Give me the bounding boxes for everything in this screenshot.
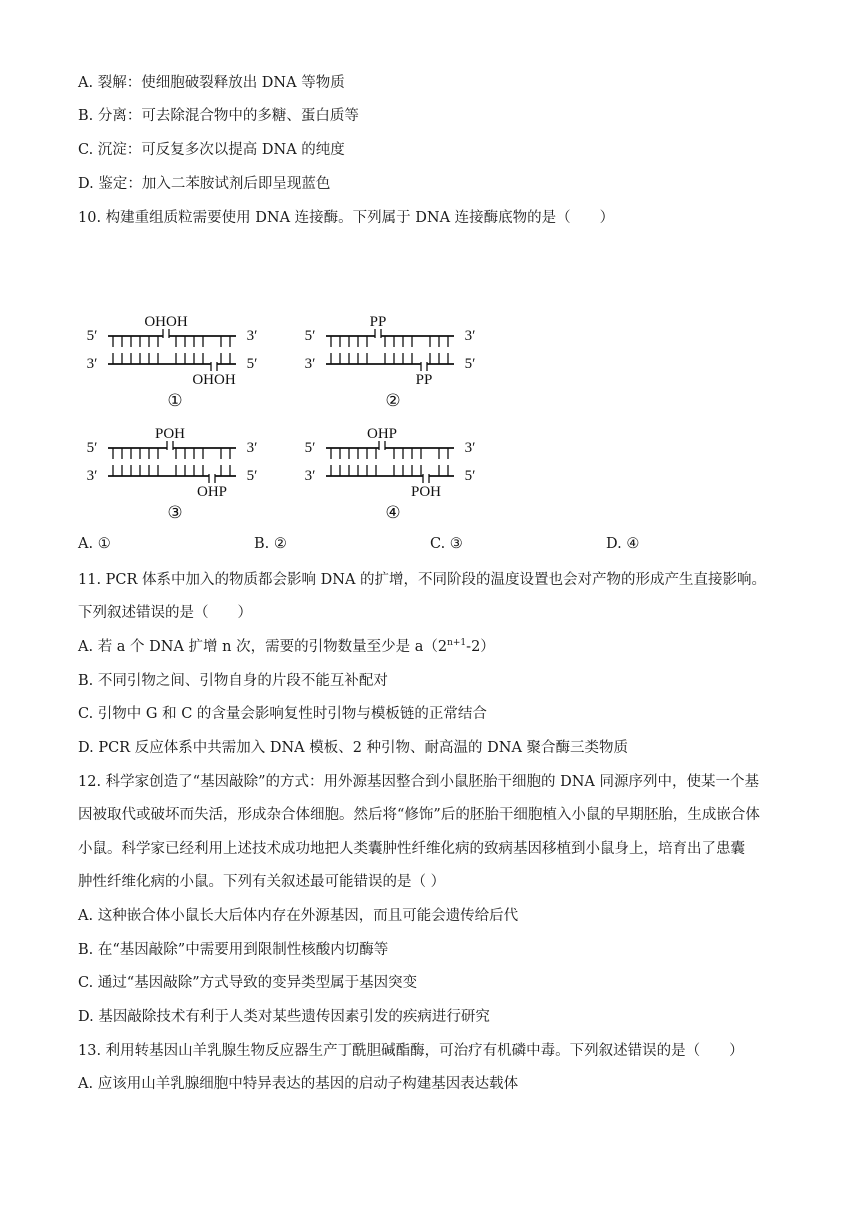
q12-option-d: D. 基因敲除技术有利于人类对某些遗传因素引发的疾病进行研究 bbox=[78, 1009, 490, 1025]
panel-number: ④ bbox=[385, 503, 401, 522]
prime-5-label: 5′ bbox=[86, 440, 98, 456]
q12-stem-line2: 因被取代或破坏而失活，形成杂合体细胞。然后将“修饰”后的胚胎干细胞植入小鼠的早期胚胎，生成嵌合体 bbox=[78, 807, 760, 823]
q9-option-a: A. 裂解：使细胞破裂释放出 DNA 等物质 bbox=[78, 75, 345, 91]
nick-bottom-label: OHP bbox=[196, 484, 228, 500]
q12-option-a: A. 这种嵌合体小鼠长大后体内存在外源基因，而且可能会遗传给后代 bbox=[78, 908, 519, 924]
prime-5-label: 5′ bbox=[246, 356, 258, 372]
nick-top-label: OHOH bbox=[144, 314, 188, 330]
panel-number: ② bbox=[385, 391, 401, 410]
q9-option-d: D. 鉴定：加入二苯胺试剂后即呈现蓝色 bbox=[78, 176, 331, 192]
nick-top-label: OHP bbox=[366, 426, 398, 442]
q11-option-a bbox=[78, 637, 495, 657]
q12-option-b: B. 在“基因敲除”中需要用到限制性核酸内切酶等 bbox=[78, 942, 389, 958]
q11-option-b: B. 不同引物之间、引物自身的片段不能互补配对 bbox=[78, 673, 388, 689]
q9-option-b: B. 分离：可去除混合物中的多糖、蛋白质等 bbox=[78, 108, 359, 124]
q13-option-a: A. 应该用山羊乳腺细胞中特异表达的基因的启动子构建基因表达载体 bbox=[78, 1076, 519, 1092]
nick-top-label: PP bbox=[369, 314, 387, 330]
q11-option-d: D. PCR 反应体系中共需加入 DNA 模板、2 种引物、耐高温的 DNA 聚合酶三类物质 bbox=[78, 740, 629, 756]
prime-5-label: 5′ bbox=[246, 468, 258, 484]
q10-options bbox=[78, 536, 778, 556]
nick-bottom-label: OHOH bbox=[192, 372, 236, 388]
q10-option-d: D. ④ bbox=[606, 536, 640, 552]
prime-3-label: 3′ bbox=[246, 328, 258, 344]
prime-3-label: 3′ bbox=[304, 356, 316, 372]
prime-5-label: 5′ bbox=[304, 440, 316, 456]
prime-3-label: 3′ bbox=[246, 440, 258, 456]
q11-option-a-exponent: n+1 bbox=[447, 638, 467, 648]
prime-5-label: 5′ bbox=[304, 328, 316, 344]
q11-stem-line2: 下列叙述错误的是（ ） bbox=[78, 605, 252, 621]
prime-3-label: 3′ bbox=[464, 328, 476, 344]
q10-option-b: B. ② bbox=[254, 536, 287, 552]
prime-3-label: 3′ bbox=[464, 440, 476, 456]
q10-option-a: A. ① bbox=[78, 536, 111, 552]
q12-stem-line1: 12. 科学家创造了“基因敲除”的方式：用外源基因整合到小鼠胚胎干细胞的 DNA 同源序列中，使某一个基 bbox=[78, 774, 759, 790]
prime-3-label: 3′ bbox=[304, 468, 316, 484]
prime-5-label: 5′ bbox=[464, 468, 476, 484]
panel-number: ① bbox=[167, 391, 183, 410]
panel-number: ③ bbox=[167, 503, 183, 522]
nick-top-label: POH bbox=[154, 426, 186, 442]
q11-option-a-prefix: A. 若 a 个 DNA 扩增 n 次，需要的引物数量至少是 a（2 bbox=[78, 639, 448, 655]
q12-option-c: C. 通过“基因敲除”方式导致的变异类型属于基因突变 bbox=[78, 975, 418, 991]
nick-bottom-label: PP bbox=[415, 372, 433, 388]
dna-fragments-svg bbox=[78, 300, 498, 530]
prime-5-label: 5′ bbox=[464, 356, 476, 372]
q12-stem-line3: 小鼠。科学家已经利用上述技术成功地把人类囊肿性纤维化病的致病基因移植到小鼠身上，培育出了患囊 bbox=[78, 841, 745, 857]
prime-3-label: 3′ bbox=[86, 468, 98, 484]
q10-stem: 10. 构建重组质粒需要使用 DNA 连接酶。下列属于 DNA 连接酶底物的是（ ） bbox=[78, 210, 615, 226]
q11-stem-line1: 11. PCR 体系中加入的物质都会影响 DNA 的扩增，不同阶段的温度设置也会对产物的形成产生直接影响。 bbox=[78, 572, 767, 588]
q13-stem: 13. 利用转基因山羊乳腺生物反应器生产丁酰胆碱酯酶，可治疗有机磷中毒。下列叙述错误的是（ ） bbox=[78, 1043, 744, 1059]
q11-option-c: C. 引物中 G 和 C 的含量会影响复性时引物与模板链的正常结合 bbox=[78, 706, 487, 722]
dna-fragments-figure bbox=[78, 300, 498, 530]
prime-5-label: 5′ bbox=[86, 328, 98, 344]
q10-option-c: C. ③ bbox=[430, 536, 463, 552]
prime-3-label: 3′ bbox=[86, 356, 98, 372]
q12-stem-line4: 肿性纤维化病的小鼠。下列有关叙述最可能错误的是（ ） bbox=[78, 874, 446, 890]
nick-bottom-label: POH bbox=[410, 484, 442, 500]
q11-option-a-suffix: -2） bbox=[466, 639, 495, 655]
q9-option-c: C. 沉淀：可反复多次以提高 DNA 的纯度 bbox=[78, 142, 345, 158]
